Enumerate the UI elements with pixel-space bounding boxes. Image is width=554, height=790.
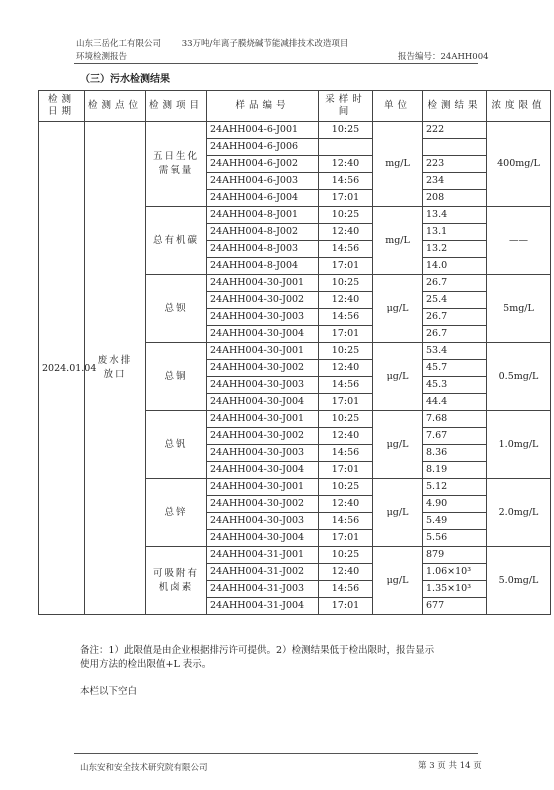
cell-limit: 2.0mg/L: [487, 479, 551, 547]
cell-time: 10:25: [319, 547, 373, 564]
cell-sample: 24AHH004-30-J001: [207, 343, 319, 360]
cell-time: 17:01: [319, 598, 373, 615]
cell-time: 14:56: [319, 377, 373, 394]
cell-time: 17:01: [319, 258, 373, 275]
cell-time: 10:25: [319, 275, 373, 292]
cell-sample: 24AHH004-6-J003: [207, 173, 319, 190]
cell-result: 13.2: [423, 241, 487, 258]
cell-limit: ——: [487, 207, 551, 275]
cell-time: 17:01: [319, 462, 373, 479]
cell-result: 1.35×10³: [423, 581, 487, 598]
cell-item: 五日生化需氧量: [146, 122, 207, 207]
note-line-1: 备注：1）此限值是由企业根据排污许可提供。2）检测结果低于检出限时，报告显示: [80, 645, 435, 656]
cell-result: 26.7: [423, 309, 487, 326]
table-header-row: [39, 91, 551, 122]
cell-sample: 24AHH004-8-J004: [207, 258, 319, 275]
cell-item: 总钒: [146, 411, 207, 479]
cell-limit: 400mg/L: [487, 122, 551, 207]
wastewater-results-table: [38, 90, 551, 615]
cell-result: 14.0: [423, 258, 487, 275]
cell-sample: 24AHH004-31-J003: [207, 581, 319, 598]
cell-result: 222: [423, 122, 487, 139]
cell-sample: 24AHH004-8-J001: [207, 207, 319, 224]
project-name: 33万吨/年离子膜烧碱节能减排技术改造项目: [181, 39, 349, 49]
cell-time: [319, 139, 373, 156]
report-type: 环境检测报告: [76, 52, 128, 62]
cell-sample: 24AHH004-30-J001: [207, 275, 319, 292]
cell-sample: 24AHH004-8-J002: [207, 224, 319, 241]
cell-time: 10:25: [319, 122, 373, 139]
cell-time: 12:40: [319, 292, 373, 309]
cell-unit: μg/L: [373, 275, 423, 343]
cell-result: 26.7: [423, 326, 487, 343]
cell-time: 10:25: [319, 479, 373, 496]
cell-result: 45.7: [423, 360, 487, 377]
cell-result: 26.7: [423, 275, 487, 292]
company-name: 山东三岳化工有限公司: [76, 39, 162, 49]
cell-item: 总锌: [146, 479, 207, 547]
cell-result: 879: [423, 547, 487, 564]
cell-sample: 24AHH004-6-J001: [207, 122, 319, 139]
cell-result: 53.4: [423, 343, 487, 360]
cell-result: 677: [423, 598, 487, 615]
cell-sample: 24AHH004-30-J001: [207, 411, 319, 428]
footer-page-number: 第 3 页 共 14 页: [418, 761, 482, 771]
cell-time: 12:40: [319, 156, 373, 173]
cell-result: 8.19: [423, 462, 487, 479]
cell-time: 14:56: [319, 173, 373, 190]
col-header-time: 采样时间: [319, 91, 373, 122]
cell-result: [423, 139, 487, 156]
cell-sample: 24AHH004-6-J004: [207, 190, 319, 207]
cell-unit: μg/L: [373, 547, 423, 615]
cell-result: 45.3: [423, 377, 487, 394]
cell-sample: 24AHH004-30-J002: [207, 360, 319, 377]
cell-sample: 24AHH004-6-J002: [207, 156, 319, 173]
cell-unit: μg/L: [373, 343, 423, 411]
header-divider: [74, 63, 478, 64]
page-header: [76, 38, 366, 64]
cell-unit: μg/L: [373, 479, 423, 547]
cell-sample: 24AHH004-30-J003: [207, 445, 319, 462]
col-header-sample: 样品编号: [207, 91, 319, 122]
footer-divider: [74, 753, 478, 754]
cell-time: 17:01: [319, 530, 373, 547]
cell-result: 234: [423, 173, 487, 190]
cell-sample: 24AHH004-30-J002: [207, 292, 319, 309]
cell-point: 废水排放口: [85, 122, 146, 615]
cell-result: 208: [423, 190, 487, 207]
col-header-date: 检测日期: [39, 91, 85, 122]
cell-time: 17:01: [319, 394, 373, 411]
cell-time: 14:56: [319, 445, 373, 462]
cell-time: 10:25: [319, 343, 373, 360]
col-header-unit: 单位: [373, 91, 423, 122]
cell-sample: 24AHH004-30-J003: [207, 377, 319, 394]
cell-unit: mg/L: [373, 207, 423, 275]
cell-sample: 24AHH004-30-J003: [207, 513, 319, 530]
cell-result: 4.90: [423, 496, 487, 513]
col-header-item: 检测项目: [146, 91, 207, 122]
cell-limit: 1.0mg/L: [487, 411, 551, 479]
notes: [80, 644, 510, 672]
cell-date: 2024.01.04: [39, 122, 85, 615]
cell-item: 可吸附有机卤素: [146, 547, 207, 615]
cell-result: 44.4: [423, 394, 487, 411]
cell-time: 12:40: [319, 224, 373, 241]
cell-sample: 24AHH004-31-J004: [207, 598, 319, 615]
cell-sample: 24AHH004-31-J002: [207, 564, 319, 581]
cell-time: 14:56: [319, 513, 373, 530]
cell-time: 14:56: [319, 241, 373, 258]
cell-time: 10:25: [319, 207, 373, 224]
cell-result: 7.68: [423, 411, 487, 428]
cell-time: 12:40: [319, 564, 373, 581]
cell-sample: 24AHH004-30-J004: [207, 326, 319, 343]
cell-time: 14:56: [319, 581, 373, 598]
cell-result: 25.4: [423, 292, 487, 309]
cell-item: 总铜: [146, 343, 207, 411]
cell-result: 8.36: [423, 445, 487, 462]
cell-time: 12:40: [319, 360, 373, 377]
blank-below-text: 本栏以下空白: [80, 686, 138, 697]
cell-sample: 24AHH004-30-J002: [207, 428, 319, 445]
cell-item: 总有机碳: [146, 207, 207, 275]
cell-time: 12:40: [319, 496, 373, 513]
cell-result: 1.06×10³: [423, 564, 487, 581]
cell-result: 13.4: [423, 207, 487, 224]
cell-time: 17:01: [319, 190, 373, 207]
cell-sample: 24AHH004-31-J001: [207, 547, 319, 564]
cell-result: 5.12: [423, 479, 487, 496]
cell-time: 17:01: [319, 326, 373, 343]
cell-result: 5.56: [423, 530, 487, 547]
cell-unit: mg/L: [373, 122, 423, 207]
cell-result: 5.49: [423, 513, 487, 530]
table-row: [39, 122, 551, 139]
cell-result: 223: [423, 156, 487, 173]
col-header-limit: 浓度限值: [487, 91, 551, 122]
section-title: （三）污水检测结果: [80, 74, 170, 85]
cell-time: 14:56: [319, 309, 373, 326]
cell-limit: 0.5mg/L: [487, 343, 551, 411]
cell-sample: 24AHH004-30-J001: [207, 479, 319, 496]
cell-sample: 24AHH004-30-J003: [207, 309, 319, 326]
cell-sample: 24AHH004-8-J003: [207, 241, 319, 258]
cell-result: 13.1: [423, 224, 487, 241]
cell-sample: 24AHH004-30-J004: [207, 394, 319, 411]
cell-limit: 5mg/L: [487, 275, 551, 343]
cell-time: 10:25: [319, 411, 373, 428]
cell-time: 12:40: [319, 428, 373, 445]
note-line-2: 使用方法的检出限值+L 表示。: [80, 659, 212, 670]
cell-sample: 24AHH004-30-J004: [207, 530, 319, 547]
footer-institute: 山东安和安全技术研究院有限公司: [80, 763, 208, 773]
report-number: 报告编号：24AHH004: [398, 52, 489, 62]
cell-result: 7.67: [423, 428, 487, 445]
cell-sample: 24AHH004-6-J006: [207, 139, 319, 156]
col-header-result: 检测结果: [423, 91, 487, 122]
cell-sample: 24AHH004-30-J004: [207, 462, 319, 479]
col-header-point: 检测点位: [85, 91, 146, 122]
cell-sample: 24AHH004-30-J002: [207, 496, 319, 513]
cell-unit: μg/L: [373, 411, 423, 479]
cell-item: 总钡: [146, 275, 207, 343]
cell-limit: 5.0mg/L: [487, 547, 551, 615]
